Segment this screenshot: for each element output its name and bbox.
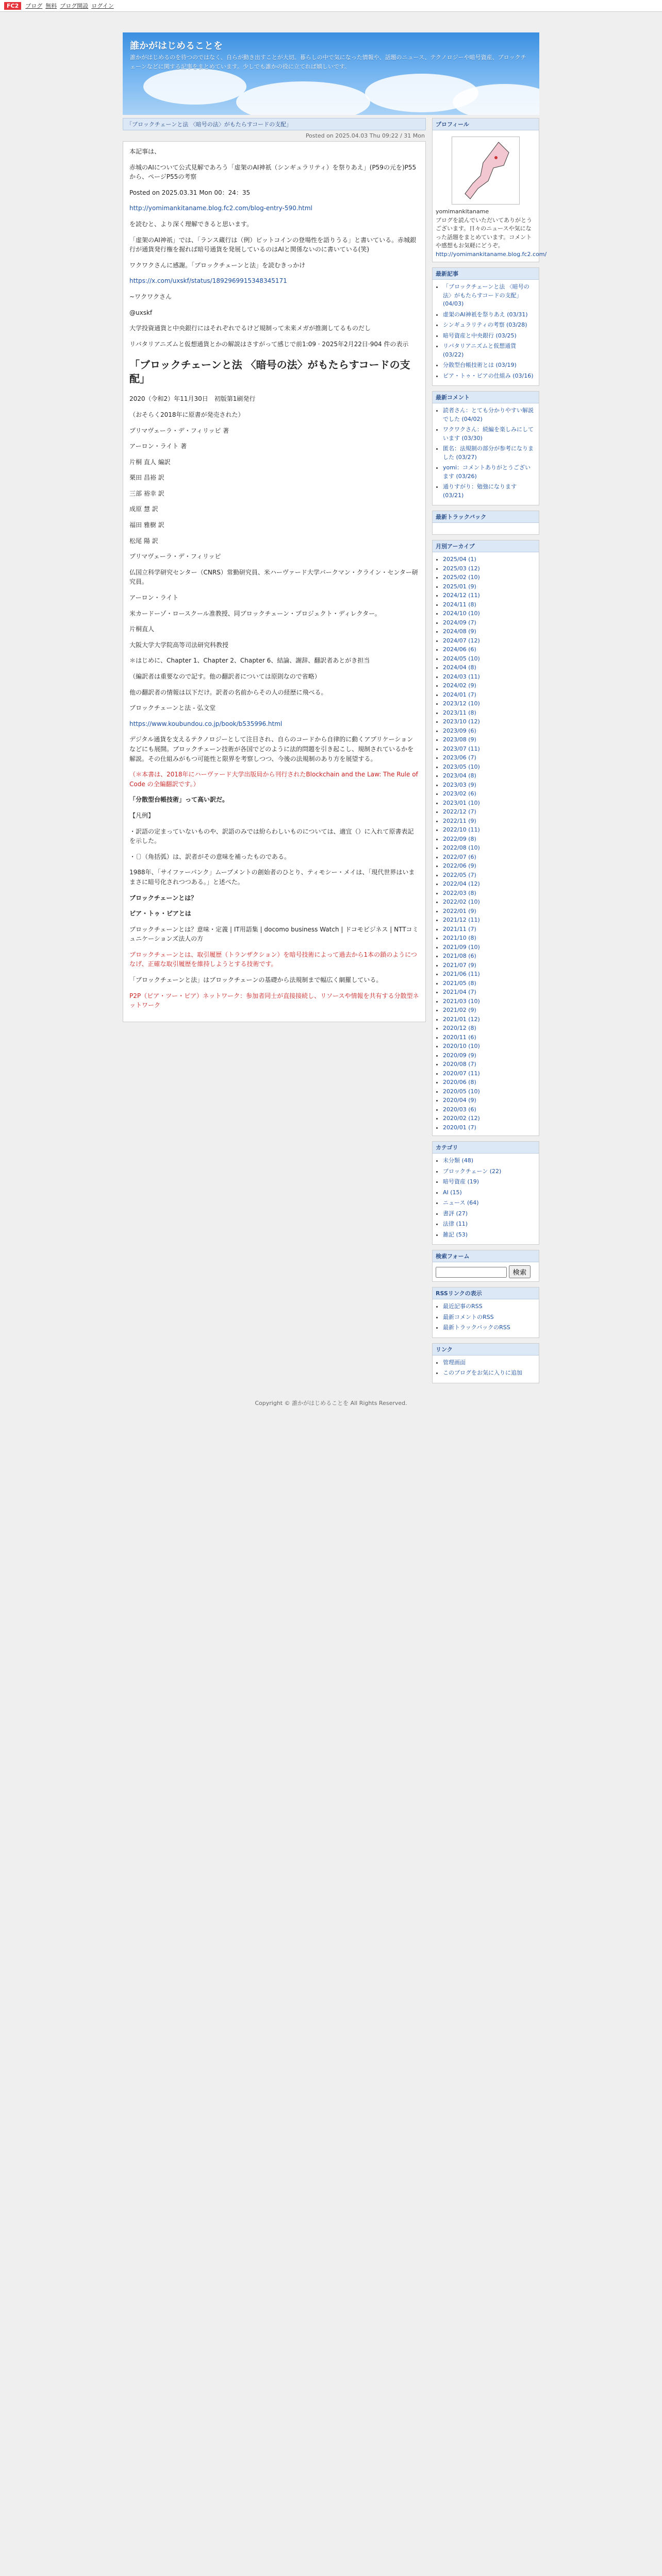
archive-link[interactable]: 2022/11 (9) bbox=[443, 817, 476, 824]
category-link[interactable]: ニュース (64) bbox=[443, 1199, 479, 1206]
archive-link[interactable]: 2024/07 (12) bbox=[443, 637, 480, 644]
paragraph: プリマヴェーラ・デ・フィリッピ 著 bbox=[129, 427, 229, 434]
archive-link[interactable]: 2024/08 (9) bbox=[443, 628, 476, 635]
category-link[interactable]: ブロックチェーン (22) bbox=[443, 1167, 502, 1175]
paragraph: 松尾 陽 訳 bbox=[129, 537, 158, 545]
trackback-box bbox=[432, 511, 539, 535]
recent-post-link[interactable]: 暗号資産と中央銀行 (03/25) bbox=[443, 332, 517, 339]
archive-link[interactable]: 2024/02 (9) bbox=[443, 682, 476, 689]
category-link[interactable]: 雑記 (53) bbox=[443, 1231, 468, 1238]
paragraph: 【凡例】 bbox=[129, 811, 155, 819]
archive-link[interactable]: 2020/09 (9) bbox=[443, 1052, 476, 1059]
search-heading: 検索フォーム bbox=[433, 1250, 539, 1262]
archive-link[interactable]: 2023/04 (8) bbox=[443, 772, 476, 779]
paragraph: ~ワクワクさん bbox=[129, 293, 172, 300]
cloud-decoration bbox=[143, 69, 246, 105]
category-link[interactable]: AI (15) bbox=[443, 1189, 462, 1196]
admin-link[interactable]: 管理画面 bbox=[443, 1359, 466, 1366]
recent-post-link[interactable]: リバタリアニズムと仮想通貨 (03/22) bbox=[443, 343, 517, 358]
archive-link[interactable]: 2022/07 (6) bbox=[443, 853, 476, 860]
topbar-link-login[interactable]: ログイン bbox=[91, 3, 114, 9]
search-button[interactable]: 検索 bbox=[509, 1265, 531, 1278]
blog-description: 誰かがはじめるのを待つのではなく、自らが動き出すことが大切。暮らしの中で気になった情報や、話題のニュース、テクノロジーや暗号資産、ブロックチェーンなどに関する記事をまとめています。少しでも誰かの役に立てれば嬉しいです。 bbox=[130, 54, 526, 70]
comment-link[interactable]: 匿名：法規制の部分が参考になりました (03/27) bbox=[443, 445, 534, 461]
archive-link[interactable]: 2021/01 (12) bbox=[443, 1015, 480, 1023]
archive-link[interactable]: 2025/04 (1) bbox=[443, 556, 476, 563]
paragraph: ワクワクさんに感謝。「ブロックチェーンと法」を読むきっかけ bbox=[129, 261, 306, 269]
archive-list bbox=[436, 555, 536, 1132]
recent-posts-heading: 最新記事 bbox=[433, 268, 539, 280]
sidebar bbox=[432, 118, 547, 1388]
archive-link[interactable]: 2024/09 (7) bbox=[443, 619, 476, 626]
profile-image bbox=[452, 137, 520, 205]
rss-link[interactable]: 最新コメントのRSS bbox=[443, 1313, 494, 1320]
recent-post-link[interactable]: 虚架のAI神祇を祭りあえ (03/31) bbox=[443, 311, 528, 318]
archive-link[interactable]: 2020/03 (6) bbox=[443, 1106, 476, 1113]
recent-comments-heading: 最新コメント bbox=[433, 392, 539, 403]
archive-link[interactable]: 2023/10 (12) bbox=[443, 718, 480, 725]
comment-link[interactable]: ワクワクさん：続編を楽しみにしています (03/30) bbox=[443, 426, 534, 442]
archive-link[interactable]: 2022/12 (7) bbox=[443, 808, 476, 815]
rss-box bbox=[432, 1287, 539, 1338]
page bbox=[123, 32, 547, 1407]
archive-box bbox=[432, 540, 539, 1136]
archive-link[interactable]: 2020/12 (8) bbox=[443, 1025, 476, 1031]
blog-header bbox=[123, 32, 539, 115]
recent-posts-box bbox=[432, 267, 539, 386]
search-input[interactable] bbox=[436, 1267, 507, 1278]
publisher-link[interactable]: https://www.koubundou.co.jp/book/b535996.html bbox=[129, 720, 283, 727]
paragraph: リバタリアニズムと仮想通貨とかの解説はさすがって感じで前1:09 · 2025年2月22日·904 件の表示 bbox=[129, 340, 409, 348]
archive-link[interactable]: 2023/02 (6) bbox=[443, 790, 476, 797]
archive-link[interactable]: 2023/06 (7) bbox=[443, 754, 476, 761]
paragraph: デジタル通貨を支えるテクノロジーとして注目され、自らのコードから自律的に動くアプリケーションなどにも展開。ブロックチェーン技術が各国でどのように法的問題を引き起こし、規制されているかを解説。その仕組みがもつ可能性と限界を考察しつつ、今後の法規制のあり方を展望する。 bbox=[129, 736, 414, 762]
archive-link[interactable]: 2021/05 (8) bbox=[443, 979, 476, 987]
archive-link[interactable]: 2021/04 (7) bbox=[443, 989, 476, 995]
rss-link[interactable]: 最近記事のRSS bbox=[443, 1303, 483, 1310]
archive-link[interactable]: 2022/06 (9) bbox=[443, 862, 476, 869]
archive-link[interactable]: 2024/06 (6) bbox=[443, 646, 476, 653]
topbar-link-free[interactable]: 無料 bbox=[45, 3, 57, 9]
category-link[interactable]: 暗号資産 (19) bbox=[443, 1178, 479, 1185]
article-link[interactable]: http://yomimankitaname.blog.fc2.com/blog-entry-590.html bbox=[129, 205, 312, 212]
archive-link[interactable]: 2023/07 (11) bbox=[443, 745, 480, 752]
trackback-heading: 最新トラックバック bbox=[433, 511, 539, 523]
archive-link[interactable]: 2021/12 (11) bbox=[443, 917, 480, 923]
recent-post-link[interactable]: 分散型台帳技術とは (03/19) bbox=[443, 362, 517, 368]
topbar-link-open[interactable]: ブログ開設 bbox=[60, 3, 89, 9]
links-heading: リンク bbox=[433, 1344, 539, 1355]
archive-link[interactable]: 2020/11 (6) bbox=[443, 1033, 476, 1041]
comment-link[interactable]: yomi：コメントありがとうございます (03/26) bbox=[443, 464, 531, 480]
main-column bbox=[123, 118, 426, 1388]
paragraph: @uxskf bbox=[129, 309, 153, 316]
paragraph: 大学投資通貨と中央銀行にはそれぞれでるけど規制って未来メガが推測してるものだし bbox=[129, 325, 371, 332]
archive-link[interactable]: 2024/01 (7) bbox=[443, 691, 476, 698]
archive-link[interactable]: 2023/09 (6) bbox=[443, 727, 476, 734]
paragraph-bold: ブロックチェーンとは？ bbox=[129, 894, 197, 902]
archive-link[interactable]: 2020/04 (9) bbox=[443, 1097, 476, 1104]
paragraph: アーロン・ライト bbox=[129, 594, 179, 602]
archive-link[interactable]: 2020/06 (8) bbox=[443, 1079, 476, 1086]
paragraph: 赤城のAIについて公式見解であろう「虚架のAI神祇（シンギュラリティ）を祭りあえ」(P59の元を)P55から、ページP55の考察 bbox=[129, 163, 417, 181]
fc2-topbar bbox=[0, 0, 662, 12]
paragraph: 片桐直人 bbox=[129, 625, 155, 633]
paragraph: 「虚架のAI神祇」では、「ランス蔵行は（例）ビットコインの登場性を語りうる」と書いている。赤城銀行が通貨発行権を握れば暗号通貨を発展しているのはAIと関係ないのに書いている(笑) bbox=[129, 236, 417, 253]
archive-link[interactable]: 2021/07 (9) bbox=[443, 961, 476, 969]
archive-link[interactable]: 2021/03 (10) bbox=[443, 997, 480, 1005]
paragraph: 本記事は、 bbox=[129, 148, 161, 155]
archive-link[interactable]: 2021/11 (7) bbox=[443, 925, 476, 933]
recent-post-link[interactable]: 「ブロックチェーンと法 〈暗号の法〉がもたらすコードの支配」 (04/03) bbox=[443, 283, 529, 307]
paragraph: プリマヴェーラ・デ・フィリッピ bbox=[129, 553, 221, 561]
paragraph: （編訳者は重要なので記す。他の翻訳者については原則なので省略） bbox=[129, 673, 321, 680]
archive-link[interactable]: 2020/01 (7) bbox=[443, 1124, 476, 1131]
archive-link[interactable]: 2023/01 (10) bbox=[443, 799, 480, 806]
paragraph: 仏国立科学研究センター（CNRS）常勤研究員、米ハーヴァード大学バークマン・クライン・センター研究員。 bbox=[129, 568, 418, 586]
paragraph: 片桐 直人 編訳 bbox=[129, 458, 171, 466]
article-body bbox=[123, 141, 426, 1022]
paragraph: 三部 裕幸 訳 bbox=[129, 489, 164, 497]
archive-link[interactable]: 2024/04 (8) bbox=[443, 664, 476, 671]
recent-comments-box bbox=[432, 391, 539, 505]
paragraph: 他の翻訳者の情報は以下だけ。訳者の名前からその人の経歴に飛べる。 bbox=[129, 688, 327, 696]
fc2-logo[interactable]: FC2 bbox=[4, 2, 21, 10]
paragraph: （おそらく2018年に原書が発売された） bbox=[129, 411, 244, 418]
search-box bbox=[432, 1250, 539, 1282]
footer: Copyright © 誰かがはじめることを All Rights Reserved. bbox=[255, 1399, 407, 1406]
archive-link[interactable]: 2023/12 (10) bbox=[443, 700, 480, 707]
archive-link[interactable]: 2020/05 (10) bbox=[443, 1088, 480, 1095]
category-link[interactable]: 未分類 (48) bbox=[443, 1157, 474, 1164]
paragraph-highlight: P2P（ピア・ツー・ピア）ネットワーク：参加者同士が直接接続し、リソースや情報を共有する分散型ネットワーク bbox=[129, 992, 419, 1009]
paragraph: 「ブロックチェーンと法」はブロックチェーンの基礎から法規制まで幅広く網羅している。 bbox=[129, 976, 383, 984]
profile-text: ブログを読んでいただいてありがとうございます。日々のニュースや気になった話題をまとめています。コメントや感想もお気軽にどうぞ。 bbox=[436, 216, 532, 249]
archive-link[interactable]: 2025/02 (10) bbox=[443, 574, 480, 581]
paragraph: 福田 雅樹 訳 bbox=[129, 521, 164, 529]
archive-link[interactable]: 2021/08 (6) bbox=[443, 953, 476, 959]
paragraph-bold: 「分散型台帳技術」って高い訳だ。 bbox=[129, 796, 229, 804]
profile-box bbox=[432, 118, 547, 262]
archive-link[interactable]: 2022/08 (10) bbox=[443, 844, 480, 851]
comment-link[interactable]: 通りすがり：勉強になります (03/21) bbox=[443, 483, 517, 499]
archive-link[interactable]: 2023/08 (9) bbox=[443, 736, 476, 743]
recent-post-link[interactable]: シンギュラリティの考察 (03/28) bbox=[443, 321, 527, 328]
recent-post-link[interactable]: ピア・トゥ・ピアの仕組み (03/16) bbox=[443, 372, 534, 379]
profile-name[interactable]: yomimankitaname bbox=[436, 208, 489, 215]
archive-link[interactable]: 2023/03 (9) bbox=[443, 781, 476, 788]
archive-link[interactable]: 2022/10 (11) bbox=[443, 826, 480, 833]
archive-link[interactable]: 2022/01 (9) bbox=[443, 907, 476, 914]
posted-date: Posted on 2025.04.03 Thu 09:22 / 31 Mon bbox=[305, 132, 425, 139]
favorite-link[interactable]: このブログをお気に入りに追加 bbox=[443, 1369, 522, 1376]
archive-link[interactable]: 2020/08 (7) bbox=[443, 1061, 476, 1067]
archive-link[interactable]: 2020/10 (10) bbox=[443, 1043, 480, 1049]
archive-link[interactable]: 2024/05 (10) bbox=[443, 655, 480, 662]
cloud-decoration bbox=[236, 81, 370, 115]
paragraph: ブロックチェーンとは？意味・定義 | IT用語集 | docomo business Watch | ドコモビジネス | NTTコミュニケーションズ法人の方 bbox=[129, 925, 419, 943]
paragraph: アーロン・ライト 著 bbox=[129, 443, 187, 450]
archive-link[interactable]: 2022/03 (8) bbox=[443, 889, 476, 896]
archive-link[interactable]: 2020/02 (12) bbox=[443, 1115, 480, 1122]
blog-title[interactable]: 誰かがはじめることを bbox=[130, 41, 223, 52]
archive-link[interactable]: 2024/03 (11) bbox=[443, 673, 480, 680]
paragraph-highlight: （＊本書は、2018年にハーヴァード大学出版局から刊行されたBlockchain and the Law: The Rule of Code の全編翻訳です。） bbox=[129, 771, 418, 788]
breadcrumb[interactable]: 「ブロックチェーンと法 〈暗号の法〉がもたらすコードの支配」 bbox=[123, 118, 426, 130]
category-box bbox=[432, 1141, 539, 1245]
archive-link[interactable]: 2025/03 (12) bbox=[443, 565, 480, 572]
paragraph: 2020（令和2）年11月30日 初版第1刷発行 bbox=[129, 395, 256, 403]
paragraph: ・訳語の定まっていないものや、訳語のみでは紛らわしいものについては、適宜（）に入れて原書表記を示した。 bbox=[129, 827, 414, 845]
book-title-heading: 「ブロックチェーンと法 〈暗号の法〉がもたらすコードの支配」 bbox=[129, 359, 410, 385]
archive-link[interactable]: 2020/07 (11) bbox=[443, 1070, 480, 1077]
paragraph: 1988年、「サイファーパンク」ムーブメントの創始者のひとり、ティモシー・メイは、「現代世界はいままさに暗号化されつつある。」と述べた。 bbox=[129, 869, 415, 886]
archive-link[interactable]: 2021/02 (9) bbox=[443, 1007, 476, 1013]
tweet-link[interactable]: https://x.com/uxskf/status/1892969915348345171 bbox=[129, 277, 287, 285]
paragraph: 大阪大学大学院高等司法研究科教授 bbox=[129, 641, 229, 649]
paragraph: を読むと、より深く理解できると思います。 bbox=[129, 220, 253, 228]
comment-link[interactable]: 読者さん：とても分かりやすい解説でした (04/02) bbox=[443, 407, 534, 422]
archive-link[interactable]: 2021/10 (8) bbox=[443, 935, 476, 941]
profile-heading: プロフィール bbox=[433, 118, 539, 130]
links-box bbox=[432, 1343, 539, 1383]
paragraph: 米カードーゾ・ロースクール准教授、同ブロックチェーン・プロジェクト・ディレクター。 bbox=[129, 609, 381, 617]
paragraph: ・〔〕（角括弧）は、訳者がその意味を補ったものである。 bbox=[129, 853, 291, 860]
paragraph-highlight: ブロックチェーンとは、取引履歴（トランザクション）を暗号技術によって過去から1本の鎖のようにつなげ、正確な取引履歴を維持しようとする技術です。 bbox=[129, 951, 417, 968]
archive-link[interactable]: 2024/10 (10) bbox=[443, 610, 480, 617]
archive-link[interactable]: 2024/11 (8) bbox=[443, 601, 476, 608]
archive-heading: 月別アーカイブ bbox=[433, 540, 539, 552]
rss-heading: RSSリンクの表示 bbox=[433, 1287, 539, 1299]
map-icon bbox=[452, 137, 519, 204]
category-link[interactable]: 書評 (27) bbox=[443, 1210, 468, 1217]
category-heading: カテゴリ bbox=[433, 1142, 539, 1154]
topbar-link-blog[interactable]: ブログ bbox=[25, 3, 43, 9]
paragraph: Posted on 2025.03.31 Mon 00：24：35 bbox=[129, 189, 251, 196]
profile-link[interactable]: http://yomimankitaname.blog.fc2.com/ bbox=[436, 250, 547, 258]
archive-link[interactable]: 2024/12 (11) bbox=[443, 592, 480, 599]
archive-link[interactable]: 2025/01 (9) bbox=[443, 583, 476, 590]
archive-link[interactable]: 2023/11 (8) bbox=[443, 709, 476, 716]
archive-link[interactable]: 2022/02 (10) bbox=[443, 899, 480, 905]
archive-link[interactable]: 2022/09 (8) bbox=[443, 835, 476, 842]
paragraph: 成原 慧 訳 bbox=[129, 505, 158, 513]
paragraph: ＊はじめに、Chapter 1、Chapter 2、Chapter 6、結論、謝辞、翻訳者あとがき担当 bbox=[129, 657, 370, 665]
archive-link[interactable]: 2022/05 (7) bbox=[443, 871, 476, 878]
category-link[interactable]: 法律 (11) bbox=[443, 1221, 468, 1227]
paragraph: ブロックチェーンと法 - 弘文堂 bbox=[129, 704, 216, 712]
rss-link[interactable]: 最新トラックバックのRSS bbox=[443, 1324, 510, 1331]
archive-link[interactable]: 2022/04 (12) bbox=[443, 880, 480, 887]
category-list bbox=[436, 1157, 536, 1239]
paragraph: 栗田 昌裕 訳 bbox=[129, 474, 164, 482]
archive-link[interactable]: 2021/06 (11) bbox=[443, 971, 480, 977]
paragraph-bold: ピア・トゥ・ピアとは bbox=[129, 910, 191, 918]
archive-link[interactable]: 2021/09 (10) bbox=[443, 943, 480, 951]
archive-link[interactable]: 2023/05 (10) bbox=[443, 763, 480, 770]
